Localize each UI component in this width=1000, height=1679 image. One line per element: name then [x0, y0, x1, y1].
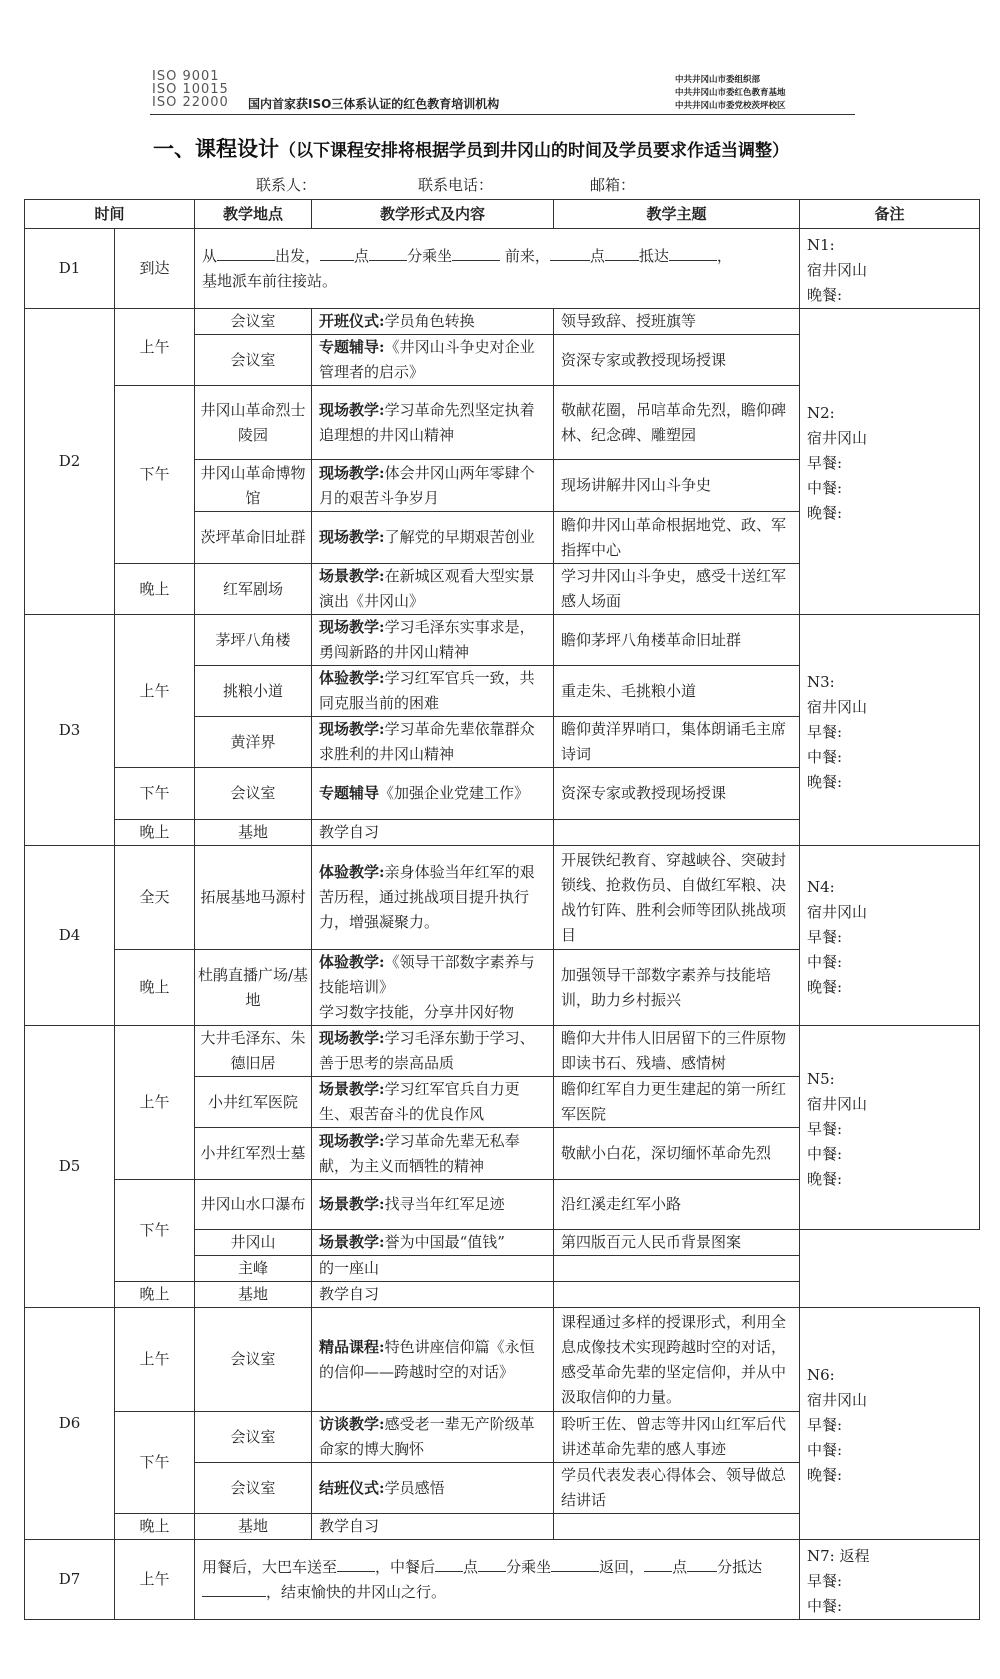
place-cell: 拓展基地马源村 [195, 846, 312, 950]
table-row [25, 1308, 980, 1412]
place-cell: 主峰 [195, 1256, 312, 1282]
place-cell: 会议室 [195, 1412, 312, 1463]
theme-cell [554, 820, 800, 846]
day-label: D3 [25, 615, 115, 846]
day-label: D5 [25, 1026, 115, 1308]
table-row [25, 1540, 980, 1620]
period-label: 上午 [115, 615, 195, 768]
place-cell: 会议室 [195, 309, 312, 335]
place-cell: 小井红军医院 [195, 1077, 312, 1128]
contact-email: 邮箱： [590, 176, 636, 194]
form-cell: 场景教学:在新城区观看大型实景演出《井冈山》 [312, 564, 554, 615]
table-header-row [25, 200, 980, 229]
place-cell: 杜鹃直播广场/基地 [195, 950, 312, 1026]
form-cell: 教学自习 [312, 1514, 554, 1540]
period-label: 上午 [115, 1308, 195, 1412]
place-cell: 基地 [195, 820, 312, 846]
period-label: 全天 [115, 846, 195, 950]
org-name: 中共井冈山市委组织部 [675, 75, 761, 85]
form-cell: 结班仪式:学员感悟 [312, 1463, 554, 1514]
theme-cell: 聆听王佐、曾志等井冈山红军后代讲述革命先辈的感人事迹 [554, 1412, 800, 1463]
contact-phone: 联系电话： [418, 176, 494, 194]
place-cell: 茅坪八角楼 [195, 615, 312, 666]
theme-cell: 瞻仰井冈山革命根据地党、政、军指挥中心 [554, 512, 800, 564]
form-cell: 精品课程:特色讲座信仰篇《永恒的信仰——跨越时空的对话》 [312, 1308, 554, 1412]
contact-person: 联系人： [256, 176, 317, 194]
place-cell: 井冈山革命烈士陵园 [195, 386, 312, 460]
theme-cell: 学员代表发表心得体会、领导做总结讲话 [554, 1463, 800, 1514]
theme-cell: 沿红溪走红军小路 [554, 1180, 800, 1230]
form-cell: 场景教学:学习红军官兵自力更生、艰苦奋斗的优良作风 [312, 1077, 554, 1128]
form-cell: 现场教学:体会井冈山两年零肆个月的艰苦斗争岁月 [312, 460, 554, 512]
day-label: D7 [25, 1540, 115, 1620]
period-label: 晚上 [115, 1282, 195, 1308]
period-label: 晚上 [115, 564, 195, 615]
place-cell: 茨坪革命旧址群 [195, 512, 312, 564]
form-cell: 专题辅导:《井冈山斗争史对企业管理者的启示》 [312, 335, 554, 386]
period-label: 到达 [115, 229, 195, 309]
iso-line: ISO 22000 [152, 95, 229, 110]
title-main: 一、课程设计 [153, 137, 279, 161]
period-label: 晚上 [115, 1514, 195, 1540]
note-cell: N5: 宿井冈山 早餐: 中餐: 晚餐: [800, 1026, 980, 1230]
header-divider [150, 114, 855, 115]
period-label: 下午 [115, 1412, 195, 1514]
theme-cell: 资深专家或教授现场授课 [554, 768, 800, 820]
place-cell: 小井红军烈士墓 [195, 1128, 312, 1180]
form-cell: 现场教学:学习革命先烈坚定执着追理想的井冈山精神 [312, 386, 554, 460]
form-cell: 教学自习 [312, 1282, 554, 1308]
note-cell: N1: 宿井冈山 晚餐: [800, 229, 980, 309]
form-cell: 现场教学:学习革命先辈依靠群众求胜利的井冈山精神 [312, 717, 554, 768]
theme-cell: 资深专家或教授现场授课 [554, 335, 800, 386]
period-label: 上午 [115, 309, 195, 386]
theme-cell [554, 1282, 800, 1308]
place-cell: 井冈山水口瀑布 [195, 1180, 312, 1230]
form-cell: 体验教学:《领导干部数字素养与技能培训》 学习数字技能，分享井冈好物 [312, 950, 554, 1026]
form-cell: 场景教学:誉为中国最“值钱” [312, 1230, 554, 1256]
place-cell: 会议室 [195, 1463, 312, 1514]
theme-cell: 敬献花圈，吊唁革命先烈，瞻仰碑林、纪念碑、雕塑园 [554, 386, 800, 460]
theme-cell: 瞻仰茅坪八角楼革命旧址群 [554, 615, 800, 666]
note-cell: N3: 宿井冈山 早餐: 中餐: 晚餐: [800, 615, 980, 846]
place-cell: 黄洋界 [195, 717, 312, 768]
course-schedule-table [24, 199, 980, 1620]
theme-cell [554, 1256, 800, 1282]
header-theme: 教学主题 [554, 200, 800, 229]
place-cell: 红军剧场 [195, 564, 312, 615]
period-label: 下午 [115, 768, 195, 820]
place-cell: 会议室 [195, 768, 312, 820]
table-row [25, 846, 980, 950]
period-label: 上午 [115, 1026, 195, 1180]
org-name: 中共井冈山市委红色教育基地 [675, 88, 786, 98]
day-label: D2 [25, 309, 115, 615]
theme-cell [554, 1514, 800, 1540]
period-label: 下午 [115, 1180, 195, 1282]
period-label: 晚上 [115, 950, 195, 1026]
period-label: 晚上 [115, 820, 195, 846]
iso-line: ISO 9001 [152, 69, 220, 84]
form-cell: 现场教学:学习毛泽东勤于学习、善于思考的崇高品质 [312, 1026, 554, 1077]
table-row [25, 615, 980, 666]
iso-certifications [152, 70, 229, 109]
theme-cell: 加强领导干部数字素养与技能培训，助力乡村振兴 [554, 950, 800, 1026]
return-text: 用餐后，大巴车送至 ，中餐后 点 分乘坐 返回， 点 分抵达，结束愉快的井冈山之行。 [195, 1540, 800, 1620]
note-cell: N6: 宿井冈山 早餐: 中餐: 晚餐: [800, 1308, 980, 1540]
header-form: 教学形式及内容 [312, 200, 554, 229]
note-cell: N4: 宿井冈山 早餐: 中餐: 晚餐: [800, 846, 980, 1026]
iso-line: ISO 10015 [152, 82, 229, 97]
period-label: 下午 [115, 386, 195, 564]
place-cell: 井冈山 [195, 1230, 312, 1256]
place-cell: 挑粮小道 [195, 666, 312, 717]
theme-cell: 瞻仰黄洋界哨口，集体朗诵毛主席诗词 [554, 717, 800, 768]
header-note: 备注 [800, 200, 980, 229]
place-cell: 会议室 [195, 335, 312, 386]
org-name: 中共井冈山市委党校茨坪校区 [675, 101, 786, 111]
day-label: D1 [25, 229, 115, 309]
day-label: D4 [25, 846, 115, 1026]
place-cell: 基地 [195, 1282, 312, 1308]
table-row [25, 309, 980, 335]
period-label: 上午 [115, 1540, 195, 1620]
theme-cell: 领导致辞、授班旗等 [554, 309, 800, 335]
form-cell: 现场教学:学习革命先辈无私奉献，为主义而牺牲的精神 [312, 1128, 554, 1180]
page-title [153, 133, 789, 163]
form-cell: 现场教学:学习毛泽东实事求是，勇闯新路的井冈山精神 [312, 615, 554, 666]
day-label: D6 [25, 1308, 115, 1540]
header-place: 教学地点 [195, 200, 312, 229]
table-row [25, 1026, 980, 1077]
theme-cell: 学习井冈山斗争史，感受十送红军感人场面 [554, 564, 800, 615]
form-cell: 体验教学:亲身体验当年红军的艰苦历程，通过挑战项目提升执行力，增强凝聚力。 [312, 846, 554, 950]
theme-cell: 第四版百元人民币背景图案 [554, 1230, 800, 1256]
form-cell: 专题辅导《加强企业党建工作》 [312, 768, 554, 820]
arrival-text: 从 出发， 点 分乘坐 前来， 点 抵达 ， 基地派车前往接站。 [195, 229, 800, 309]
place-cell: 基地 [195, 1514, 312, 1540]
place-cell: 会议室 [195, 1308, 312, 1412]
place-cell: 井冈山革命博物馆 [195, 460, 312, 512]
theme-cell: 敬献小白花，深切缅怀革命先烈 [554, 1128, 800, 1180]
form-cell: 现场教学:了解党的早期艰苦创业 [312, 512, 554, 564]
form-cell: 的一座山 [312, 1256, 554, 1282]
header-tagline: 国内首家获ISO三体系认证的红色教育培训机构 [248, 97, 500, 111]
place-cell: 大井毛泽东、朱德旧居 [195, 1026, 312, 1077]
form-cell: 体验教学:学习红军官兵一致，共同克服当前的困难 [312, 666, 554, 717]
table-row [25, 229, 980, 309]
form-cell: 开班仪式:学员角色转换 [312, 309, 554, 335]
note-cell: N7: 返程 早餐: 中餐: [800, 1540, 980, 1620]
form-cell: 访谈教学:感受老一辈无产阶级革命家的博大胸怀 [312, 1412, 554, 1463]
title-sub: （以下课程安排将根据学员到井冈山的时间及学员要求作适当调整） [279, 141, 789, 161]
header-time: 时间 [25, 200, 195, 229]
header-orgs [675, 74, 786, 113]
form-cell: 场景教学:找寻当年红军足迹 [312, 1180, 554, 1230]
theme-cell: 现场讲解井冈山斗争史 [554, 460, 800, 512]
form-cell: 教学自习 [312, 820, 554, 846]
theme-cell: 瞻仰红军自力更生建起的第一所红军医院 [554, 1077, 800, 1128]
theme-cell: 重走朱、毛挑粮小道 [554, 666, 800, 717]
theme-cell: 瞻仰大井伟人旧居留下的三件原物即读书石、残墙、感情树 [554, 1026, 800, 1077]
note-cell-empty [800, 1230, 980, 1308]
theme-cell: 开展铁纪教育、穿越峡谷、突破封锁线、抢救伤员、自做红军粮、决战竹钉阵、胜利会师等团队挑战项目 [554, 846, 800, 950]
note-cell: N2: 宿井冈山 早餐: 中餐: 晚餐: [800, 309, 980, 615]
theme-cell: 课程通过多样的授课形式，利用全息成像技术实现跨越时空的对话，感受革命先辈的坚定信仰，并从中汲取信仰的力量。 [554, 1308, 800, 1412]
